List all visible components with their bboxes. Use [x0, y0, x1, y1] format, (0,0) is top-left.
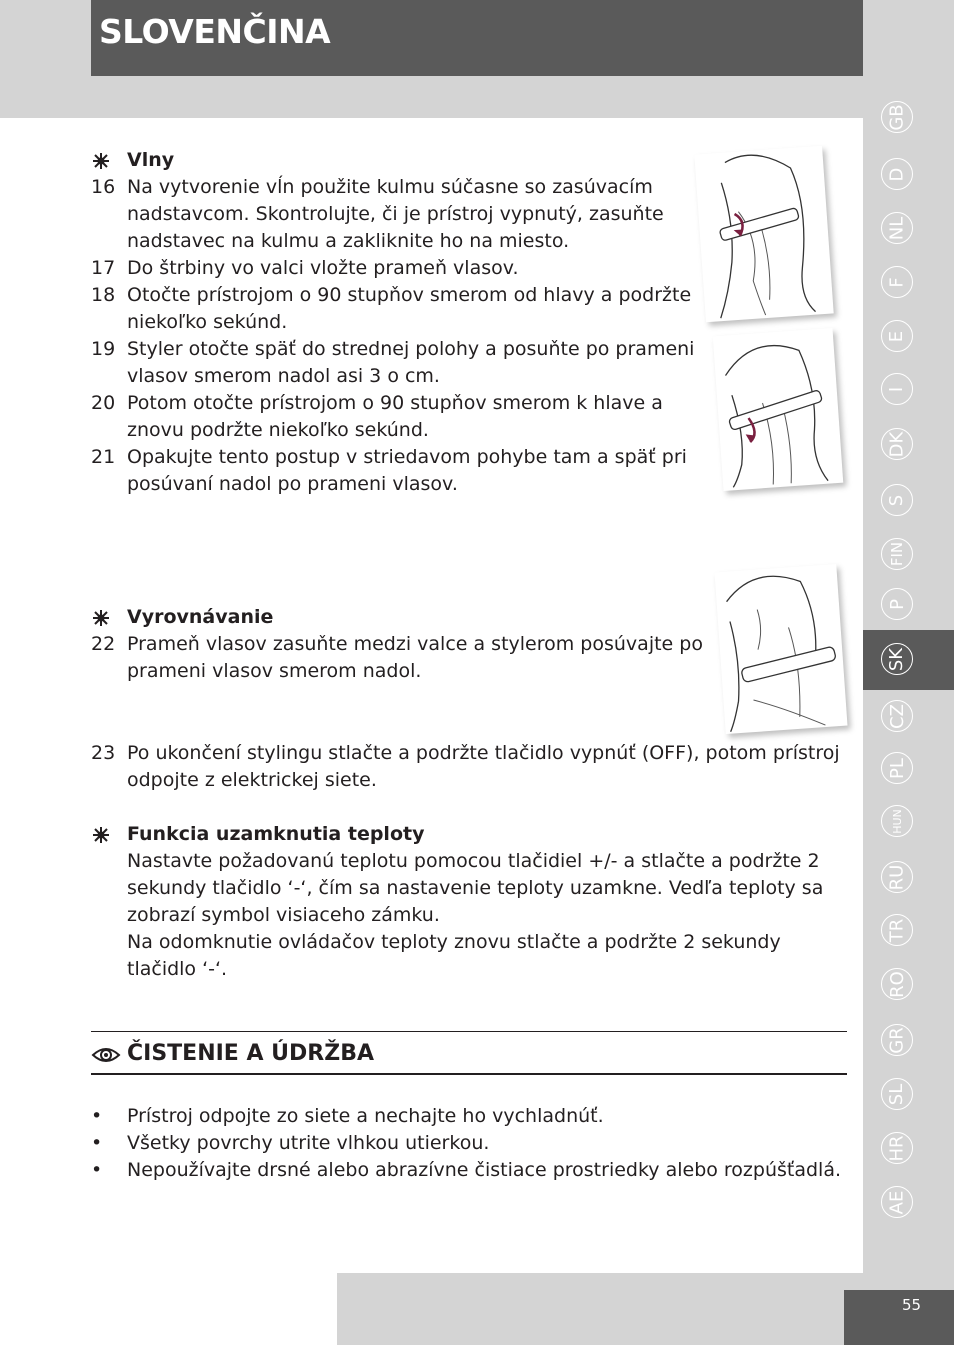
star-bullet-icon [91, 151, 111, 171]
header-bar [91, 0, 863, 76]
footer-strip [0, 1273, 337, 1345]
tab-s[interactable]: S [881, 484, 913, 516]
illustration-waves-2 [713, 328, 844, 491]
tab-e[interactable]: E [881, 320, 913, 352]
tab-sk[interactable]: SK [881, 643, 913, 675]
cleaning-title: ČISTENIE A ÚDRŽBA [127, 1041, 374, 1066]
tab-dk[interactable]: DK [881, 428, 913, 460]
tab-pl[interactable]: PL [881, 752, 913, 784]
tab-f[interactable]: F [881, 266, 913, 298]
tab-fin[interactable]: FIN [881, 538, 913, 570]
illustration-straighten [714, 564, 847, 734]
tab-ru[interactable]: RU [881, 861, 913, 893]
lock-heading: Funkcia uzamknutia teploty [127, 823, 425, 845]
illustration-waves-1 [694, 146, 833, 323]
star-bullet-icon [91, 608, 111, 628]
eye-icon [91, 1045, 121, 1065]
section-divider [91, 1031, 847, 1032]
tab-ro[interactable]: RO [881, 968, 913, 1000]
page-number-box [844, 1290, 954, 1345]
tab-hr[interactable]: HR [881, 1132, 913, 1164]
tab-tr[interactable]: TR [881, 914, 913, 946]
tab-sl[interactable]: SL [881, 1078, 913, 1110]
tab-i[interactable]: I [881, 373, 913, 405]
tab-hun[interactable]: HUN [881, 805, 913, 837]
tab-gr[interactable]: GR [881, 1024, 913, 1056]
page-title: SLOVENČINA [99, 12, 331, 51]
page-number: 55 [902, 1296, 922, 1314]
tab-p[interactable]: P [881, 588, 913, 620]
tab-cz[interactable]: CZ [881, 700, 913, 732]
tab-nl[interactable]: NL [881, 212, 913, 244]
tab-d[interactable]: D [881, 158, 913, 190]
star-bullet-icon [91, 825, 111, 845]
tab-gb[interactable]: GB [881, 101, 913, 133]
section-divider [91, 1073, 847, 1075]
tab-ae[interactable]: AE [881, 1186, 913, 1218]
